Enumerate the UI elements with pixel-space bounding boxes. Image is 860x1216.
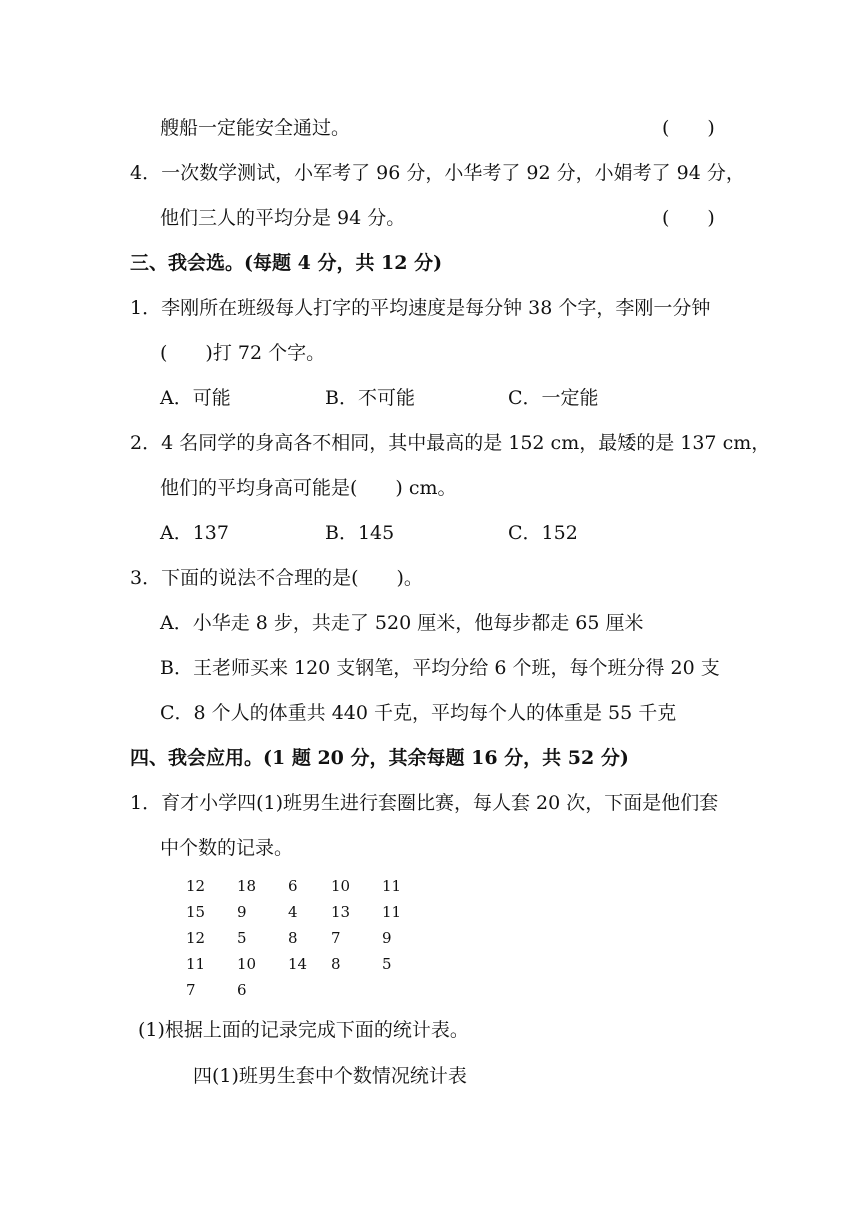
question-3-continuation: 艘船一定能安全通过。 bbox=[160, 117, 351, 139]
record-value: 11 bbox=[186, 955, 206, 973]
application-q1-line2: 中个数的记录。 bbox=[160, 837, 294, 859]
choice-q2-option-c: C．152 bbox=[508, 522, 578, 544]
record-value: 9 bbox=[382, 929, 392, 947]
question-4-line2: 他们三人的平均分是 94 分。 bbox=[160, 207, 406, 229]
record-value: 7 bbox=[331, 929, 341, 947]
choice-q3-option-b: B．王老师买来 120 支钢笔，平均分给 6 个班，每个班分得 20 支 bbox=[160, 657, 720, 679]
record-value: 15 bbox=[186, 903, 206, 921]
choice-q1-option-c: C．一定能 bbox=[508, 387, 599, 409]
record-value: 11 bbox=[382, 877, 402, 895]
record-value: 7 bbox=[186, 981, 196, 999]
record-value: 13 bbox=[331, 903, 351, 921]
choice-q1-line1: 1．李刚所在班级每人打字的平均速度是每分钟 38 个字，李刚一分钟 bbox=[130, 297, 711, 319]
question-4-line1: 4．一次数学测试，小军考了 96 分，小华考了 92 分，小娟考了 94 分， bbox=[130, 162, 745, 184]
application-q1-line1: 1．育才小学四(1)班男生进行套圈比赛，每人套 20 次，下面是他们套 bbox=[130, 792, 719, 814]
record-value: 10 bbox=[331, 877, 351, 895]
choice-q3-option-c: C．8 个人的体重共 440 千克，平均每个人的体重是 55 千克 bbox=[160, 702, 677, 724]
choice-q1-line2: ( )打 72 个字。 bbox=[160, 342, 326, 364]
record-value: 8 bbox=[288, 929, 298, 947]
record-value: 10 bbox=[237, 955, 257, 973]
section-3-heading: 三、我会选。(每题 4 分，共 12 分) bbox=[130, 252, 443, 274]
record-value: 5 bbox=[382, 955, 392, 973]
answer-blank-4: ( ) bbox=[662, 207, 715, 229]
choice-q3-option-a: A．小华走 8 步，共走了 520 厘米，他每步都走 65 厘米 bbox=[160, 612, 644, 634]
record-value: 11 bbox=[382, 903, 402, 921]
choice-q1-option-b: B．不可能 bbox=[325, 387, 415, 409]
record-value: 4 bbox=[288, 903, 298, 921]
record-value: 9 bbox=[237, 903, 247, 921]
record-value: 12 bbox=[186, 877, 206, 895]
record-value: 12 bbox=[186, 929, 206, 947]
choice-q2-option-b: B．145 bbox=[325, 522, 395, 544]
record-value: 6 bbox=[288, 877, 298, 895]
section-4-heading: 四、我会应用。(1 题 20 分，其余每题 16 分，共 52 分) bbox=[130, 747, 629, 769]
record-value: 18 bbox=[237, 877, 257, 895]
choice-q2-line1: 2．4 名同学的身高各不相同，其中最高的是 152 cm，最矮的是 137 cm， bbox=[130, 432, 771, 454]
record-value: 5 bbox=[237, 929, 247, 947]
choice-q2-line2: 他们的平均身高可能是( ) cm。 bbox=[160, 477, 457, 499]
record-value: 14 bbox=[288, 955, 308, 973]
record-value: 6 bbox=[237, 981, 247, 999]
choice-q3-line1: 3．下面的说法不合理的是( )。 bbox=[130, 567, 423, 589]
record-value: 8 bbox=[331, 955, 341, 973]
statistics-table-title: 四(1)班男生套中个数情况统计表 bbox=[193, 1065, 467, 1087]
choice-q2-option-a: A．137 bbox=[160, 522, 229, 544]
application-q1-subquestion-1: (1)根据上面的记录完成下面的统计表。 bbox=[138, 1019, 469, 1041]
answer-blank-3: ( ) bbox=[662, 117, 715, 139]
choice-q1-option-a: A．可能 bbox=[160, 387, 231, 409]
